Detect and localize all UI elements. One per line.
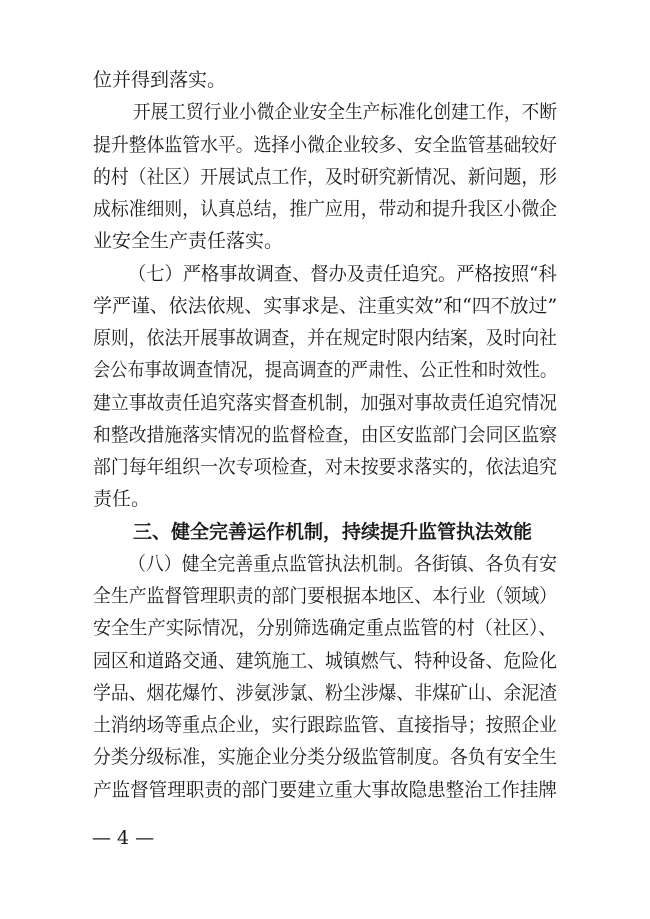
text-line [0,196,650,222]
line-text: 和整改措施落实情况的监督检查，由区安监部门会同区监察 [93,423,558,446]
text-line [0,164,650,190]
line-text: 产监督管理职责的部门要建立重大事故隐患整治工作挂牌 [93,778,557,801]
line-text: （七）严格事故调查、督办及责任追究。严格按照“科 [128,262,557,285]
line-text: 学严谨、依法依规、实事求是、注重实效”和“四不放过” [93,294,558,317]
text-line [0,486,650,512]
text-line [0,99,650,125]
text-line [0,551,650,577]
line-text: 提升整体监管水平。选择小微企业较多、安全监管基础较好 [93,133,558,156]
text-line [0,680,650,706]
text-line [0,712,650,738]
text-line [0,583,650,609]
line-text: （八）健全完善重点监管执法机制。各街镇、各负有安 [128,552,558,575]
line-text: 业安全生产责任落实。 [93,230,284,253]
line-text: 园区和道路交通、建筑施工、城镇燃气、特种设备、危险化 [93,649,558,672]
text-line [0,777,650,803]
section-heading [0,519,650,545]
text-line [0,390,650,416]
text-line [0,615,650,641]
text-line [0,357,650,383]
line-text: 安全生产实际情况，分别筛选确定重点监管的村（社区）、 [93,617,557,640]
line-text: 开展工贸行业小微企业安全生产标准化创建工作，不断 [133,101,558,124]
line-text: 分类分级标准，实施企业分类分级监管制度。各负有安全生 [93,746,558,769]
line-text: 全生产监督管理职责的部门要根据本地区、本行业（领域） [93,585,558,608]
text-line [0,132,650,158]
line-text: 的村（社区）开展试点工作，及时研究新情况、新问题，形 [93,165,558,188]
section-heading-text: 三、健全完善运作机制，持续提升监管执法效能 [133,520,533,543]
text-line [0,422,650,448]
text-line [0,325,650,351]
text-line [0,261,650,287]
text-line [0,648,650,674]
line-text: 会公布事故调查情况，提高调查的严肃性、公正性和时效性。 [93,359,558,382]
text-line [0,67,650,93]
line-text: 位并得到落实。 [93,69,227,91]
line-text: 责任。 [93,488,151,511]
page-number: — 4 — [92,827,155,849]
line-text: 土消纳场等重点企业，实行跟踪监管、直接指导；按照企业 [93,714,558,737]
line-text: 部门每年组织一次专项检查，对未按要求落实的，依法追究 [93,456,558,479]
text-line [0,228,650,254]
text-line [0,744,650,770]
text-line [0,293,650,319]
line-text: 学品、烟花爆竹、涉氨涉氯、粉尘涉爆、非煤矿山、余泥渣 [93,681,558,704]
text-line [0,454,650,480]
line-text: 成标准细则，认真总结，推广应用，带动和提升我区小微企 [93,198,558,221]
line-text: 建立事故责任追究落实督查机制，加强对事故责任追究情况 [93,391,558,414]
line-text: 原则，依法开展事故调查，并在规定时限内结案，及时向社 [93,327,558,350]
